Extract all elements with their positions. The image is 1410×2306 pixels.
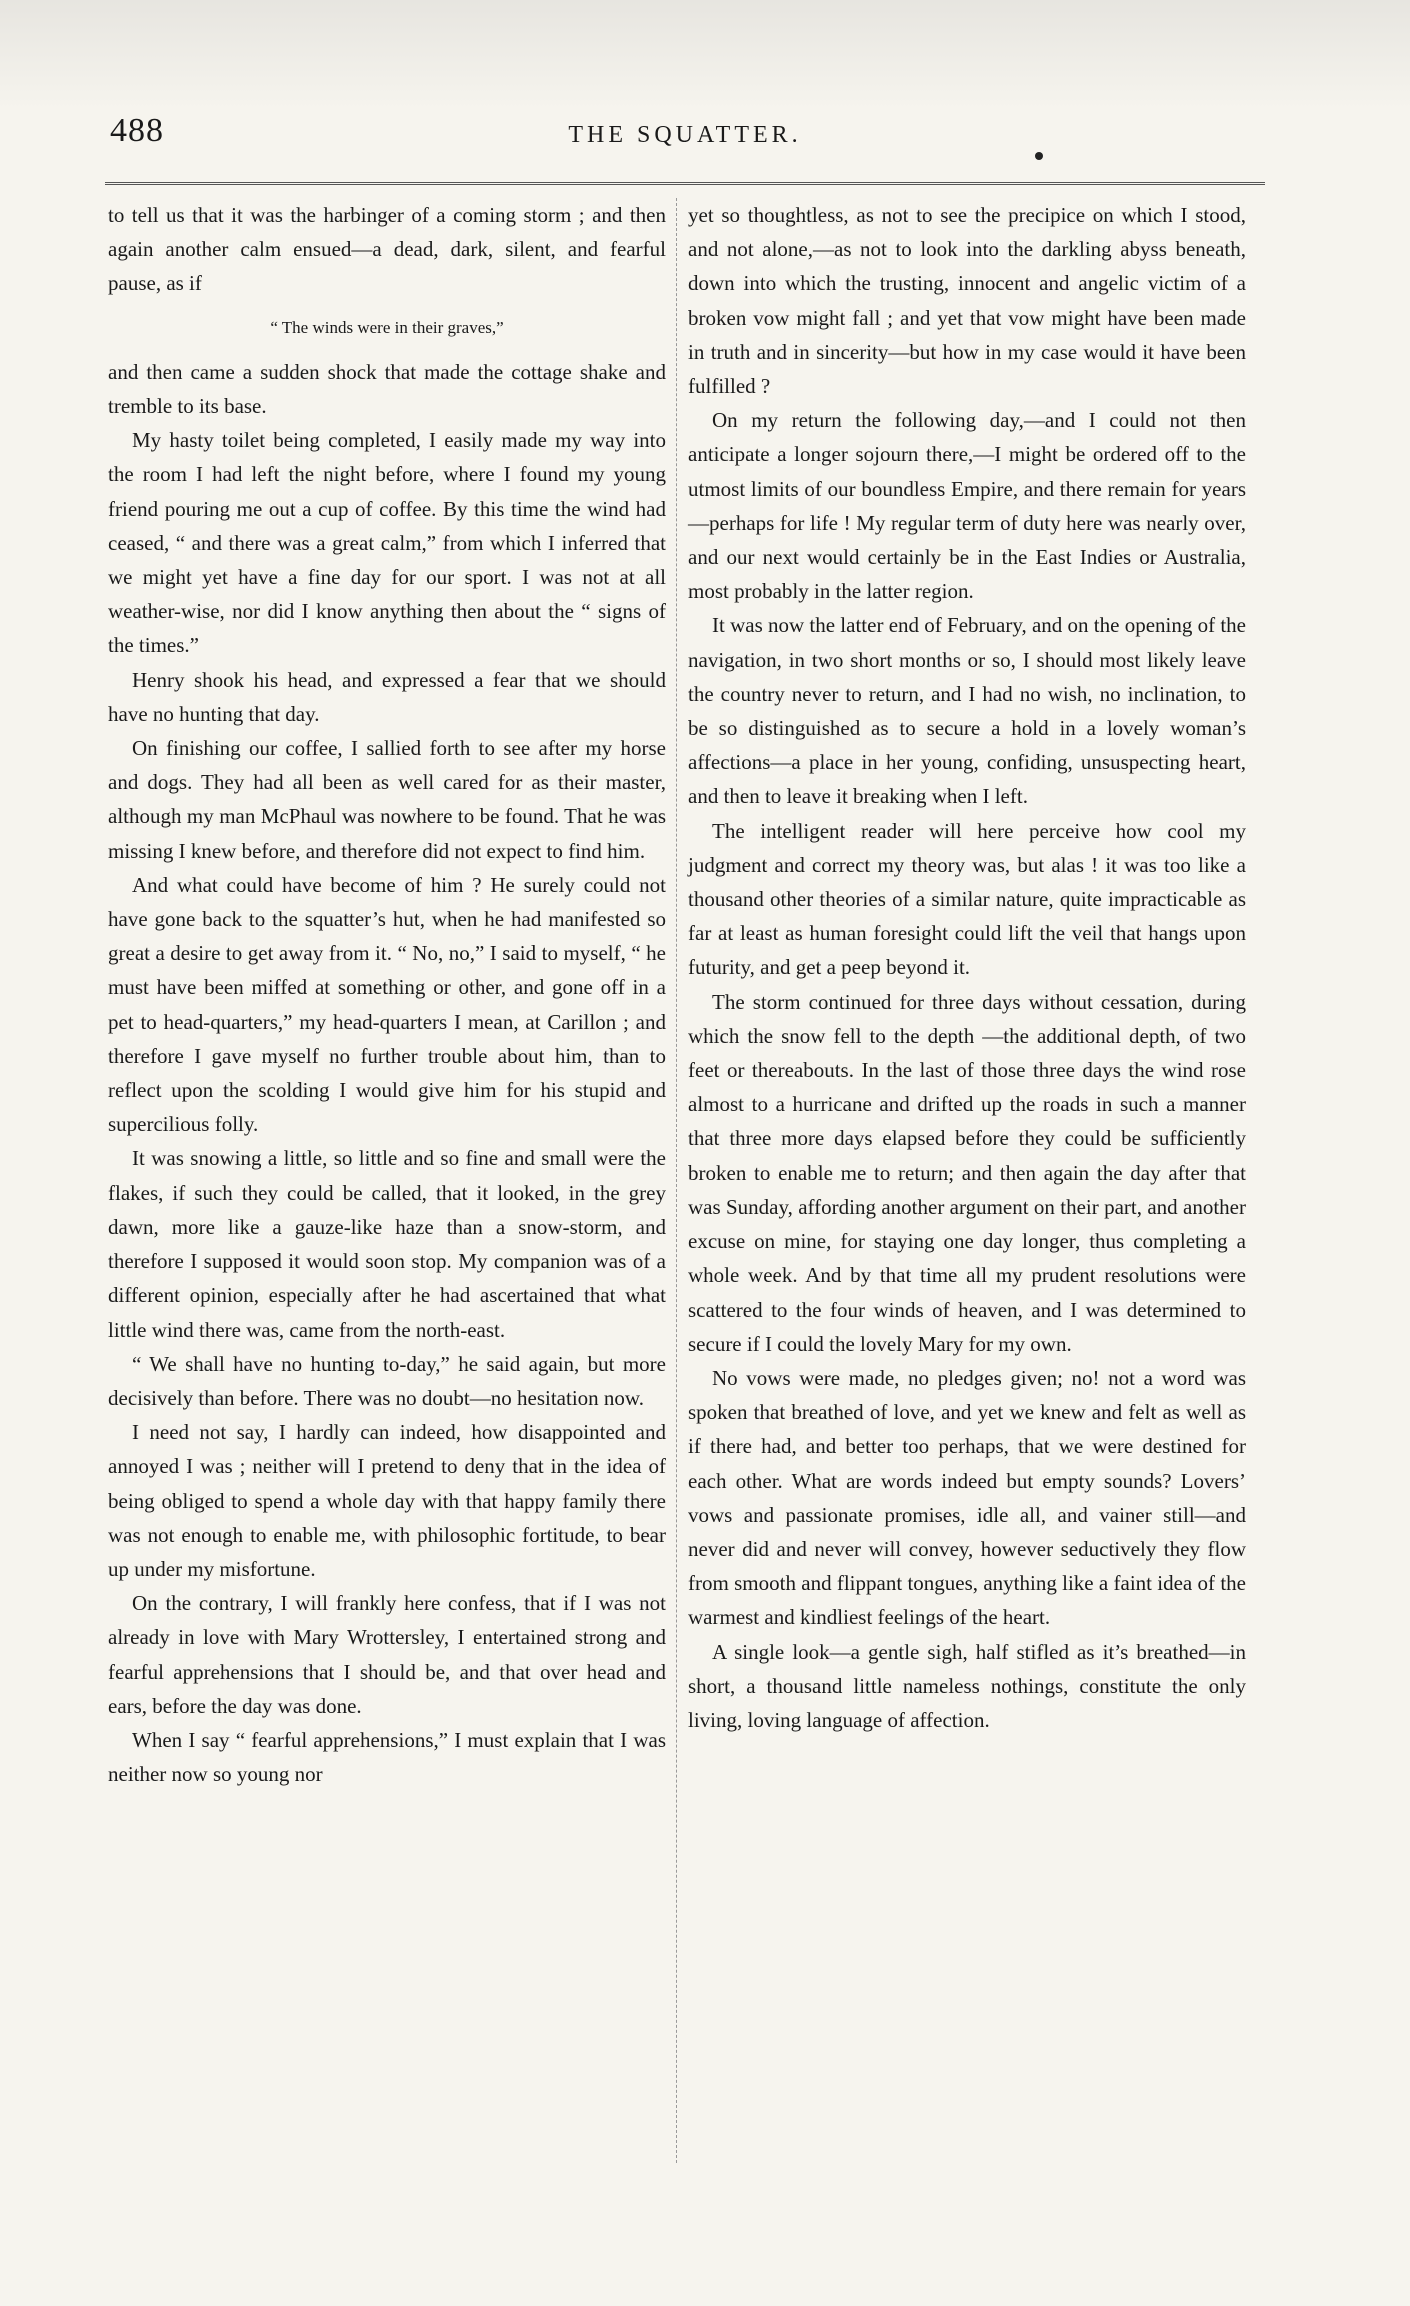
paragraph: The intelligent reader will here perceive how cool my judgment and correct my theory was, but alas ! it was too like a thousand other theories of a similar nature, quite impracticable as far at least as human foresight could lift the veil that hangs upon futurity, and get a peep beyond it.: [688, 818, 1246, 980]
right-column: [688, 198, 1246, 1737]
column-divider: [676, 198, 677, 2163]
left-column: [108, 198, 666, 1791]
paragraph: to tell us that it was the harbinger of a coming storm ; and then again another calm ensued—a dead, dark, silent, and fearful pause, as if: [108, 203, 666, 296]
page-number: 488: [110, 112, 164, 149]
paragraph: No vows were made, no pledges given; no! not a word was spoken that breathed of love, and yet we knew and felt as well as if there had, and better too perhaps, that we were destined for each other. What are words indeed but empty sounds? Lovers’ vows and passionate promises, idle all, and vainer still—and never did and never will convey, however seductively they flow from smooth and flippant tongues, anything like a faint idea of the warmest and kindliest feelings of the heart.: [688, 1365, 1246, 1630]
paragraph: And what could have become of him ? He surely could not have gone back to the squatter’s hut, when he had manifested so great a desire to get away from it. “ No, no,” I said to myself, “ he must have been miffed at something or other, and gone off in a pet to head-quarters,” my head-quarters I mean, at Carillon ; and therefore I gave myself no further trouble about him, than to reflect upon the scolding I would give him for his stupid and supercilious folly.: [108, 872, 666, 1137]
paragraph: It was now the latter end of February, and on the opening of the navigation, in two short months or so, I should most likely leave the country never to return, and I had no wish, no inclination, to be so distinguished as to secure a hold in a lovely woman’s affections—a place in her young, confiding, unsuspecting heart, and then to leave it breaking when I left.: [688, 613, 1246, 809]
paragraph: A single look—a gentle sigh, half stifled as it’s breathed—in short, a thousand little nameless nothings, constitute the only living, loving language of affection.: [688, 1639, 1246, 1732]
paragraph: Henry shook his head, and expressed a fear that we should have no hunting that day.: [108, 667, 666, 726]
header-rule: [105, 182, 1265, 185]
page-header: [110, 112, 1260, 162]
paragraph: When I say “ fearful apprehensions,” I must explain that I was neither now so young nor: [108, 1727, 666, 1787]
paragraph: and then came a sudden shock that made the cottage shake and tremble to its base.: [108, 359, 666, 419]
paragraph: It was snowing a little, so little and so fine and small were the flakes, if such they could be called, that it looked, in the grey dawn, more like a gauze-like haze than a snow-storm, and therefore I supposed it would soon stop. My companion was of a different opinion, especially after he had ascertained that what little wind there was, came from the north-east.: [108, 1146, 666, 1342]
verse-quote: “ The winds were in their graves,”: [270, 317, 504, 337]
paragraph: On finishing our coffee, I sallied forth to see after my horse and dogs. They had all been as well cared for as their master, although my man McPhaul was nowhere to be found. That he was missing I knew before, and therefore did not expect to find him.: [108, 736, 666, 863]
ornament-dot: [1035, 152, 1043, 160]
paragraph: On the contrary, I will frankly here confess, that if I was not already in love with Mary Wrottersley, I entertained strong and fearful apprehensions that I should be, and that over head and ears, before the day was done.: [108, 1591, 666, 1718]
page-speckle: [0, 0, 1410, 110]
paragraph: On my return the following day,—and I could not then anticipate a longer sojourn there,—I might be ordered off to the utmost limits of our boundless Empire, and there remain for years—perhaps for life ! My regular term of duty here was nearly over, and our next would certainly be in the East Indies or Australia, most probably in the latter region.: [688, 408, 1246, 604]
paragraph: “ We shall have no hunting to-day,” he said again, but more decisively than before. There was no doubt—no hesitation now.: [108, 1351, 666, 1410]
running-title: THE SQUATTER.: [568, 122, 802, 148]
paragraph: My hasty toilet being completed, I easily made my way into the room I had left the night before, where I found my young friend pouring me out a cup of coffee. By this time the wind had ceased, “ and there was a great calm,” from which I inferred that we might yet have a fine day for our sport. I was not at all weather-wise, nor did I know anything then about the “ signs of the times.”: [108, 428, 666, 658]
paragraph: yet so thoughtless, as not to see the precipice on which I stood, and not alone,—as not to look into the darkling abyss beneath, down into which the trusting, innocent and angelic victim of a broken vow might fall ; and yet that vow might have been made in truth and in sincerity—but how in my case would it have been fulfilled ?: [688, 203, 1246, 399]
paragraph: The storm continued for three days without cessation, during which the snow fell to the depth —the additional depth, of two feet or thereabouts. In the last of those three days the wind rose almost to a hurricane and drifted up the roads in such a manner that three more days elapsed before they could be sufficiently broken to enable me to return; and then again the day after that was Sunday, affording another argument on their part, and another excuse on mine, for staying one day longer, thus completing a whole week. And by that time all my prudent resolutions were scattered to the four winds of heaven, and I was determined to secure if I could the lovely Mary for my own.: [688, 989, 1246, 1356]
paragraph: I need not say, I hardly can indeed, how disappointed and annoyed I was ; neither will I pretend to deny that in the idea of being obliged to spend a whole day with that happy family there was not enough to enable me, with philosophic fortitude, to bear up under my misfortune.: [108, 1420, 666, 1581]
